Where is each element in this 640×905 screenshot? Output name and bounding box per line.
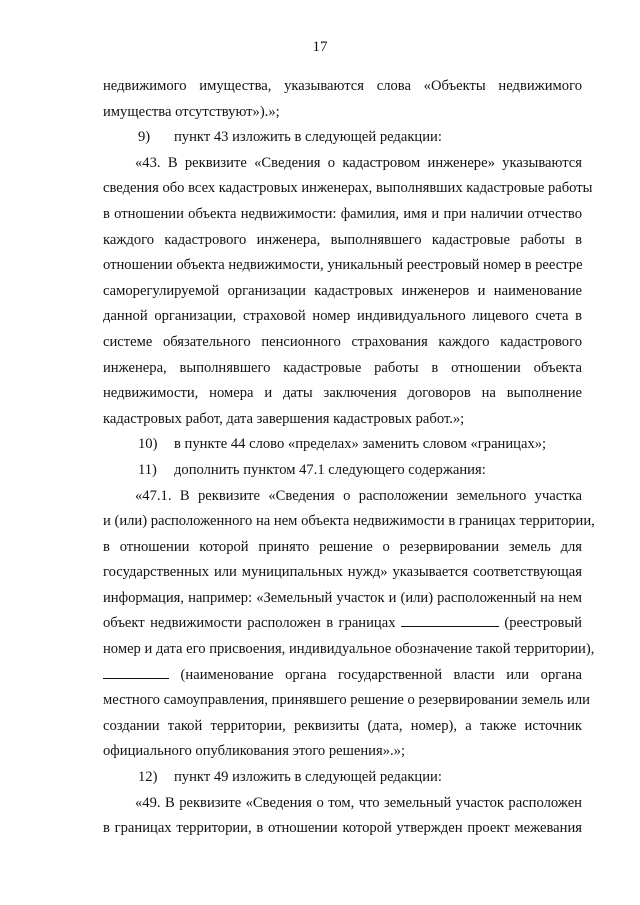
line-text: информация, например: «Земельный участок и (или) расположенный на нем: [103, 589, 582, 606]
line-text: недвижимости, номера и даты заключения договоров на выполнение: [103, 385, 582, 402]
line-text: создании такой территории, реквизиты (дата, номер), а также источник: [103, 717, 582, 734]
line-text: инженера, выполнявшего кадастровые работы в отношении объекта: [103, 359, 582, 376]
line-text: кадастровых работ, дата завершения кадастровых работ.»;: [103, 410, 465, 427]
item-number: 12): [138, 769, 158, 786]
text-line: [103, 688, 590, 714]
line-text: и (или) расположенного на нем объекта недвижимости в границах территории,: [103, 513, 595, 530]
text-line: [103, 560, 582, 586]
line-text: имущества отсутствуют»).»;: [103, 103, 280, 120]
list-item: [103, 125, 582, 151]
list-item: [103, 458, 582, 484]
item-text: пункт 43 изложить в следующей редакции:: [174, 129, 442, 146]
line-text: каждого кадастрового инженера, выполнявшего кадастровые работы в: [103, 231, 582, 248]
text-before-blank: объект недвижимости расположен в границах: [103, 615, 396, 632]
line-text: в отношении которой принято решение о резервировании земель для: [103, 538, 582, 555]
text-line: [103, 714, 582, 740]
item-number: 11): [138, 461, 157, 478]
line-text: сведения обо всех кадастровых инженерах, выполнявших кадастровые работы: [103, 180, 593, 197]
line-text: в отношении объекта недвижимости: фамилия, имя и при наличии отчество: [103, 205, 582, 222]
item-text: в пункте 44 слово «пределах» заменить словом «границах»;: [174, 436, 547, 453]
item-number: 10): [138, 436, 158, 453]
line-text: «43. В реквизите «Сведения о кадастровом инженере» указываются: [135, 154, 582, 171]
text-line: [103, 663, 582, 689]
text-after-blank: (реестровый: [504, 615, 582, 632]
line-text: недвижимого имущества, указываются слова «Объекты недвижимого: [103, 78, 582, 94]
fill-in-blank: [401, 614, 499, 627]
item-number: 9): [138, 129, 151, 146]
text-line: [103, 637, 595, 663]
text-line: [103, 228, 582, 254]
line-text: отношении объекта недвижимости, уникальный реестровый номер в реестре: [103, 257, 583, 274]
line-text: номер и дата его присвоения, индивидуальное обозначение такой территории),: [103, 641, 595, 658]
text-line: [103, 816, 582, 842]
document-body: [103, 74, 595, 842]
text-line: [103, 791, 582, 817]
text-line: [103, 330, 582, 356]
line-text: системе обязательного пенсионного страхования каждого кадастрового: [103, 333, 582, 350]
line-text: местного самоуправления, принявшего решение о резервировании земель или: [103, 692, 590, 709]
list-item: [103, 432, 582, 458]
text-line: [103, 535, 582, 561]
text-line: [103, 356, 582, 382]
line-text: в границах территории, в отношении которой утвержден проект межевания: [103, 820, 582, 837]
text-line: [103, 407, 582, 433]
text-line: [103, 509, 595, 535]
text-line: [103, 202, 582, 228]
line-text: саморегулируемой организации кадастровых инженеров и наименование: [103, 282, 582, 299]
text-line: [103, 100, 582, 126]
line-text: «47.1. В реквизите «Сведения о расположении земельного участка: [135, 487, 582, 504]
line-text: государственных или муниципальных нужд» указывается соответствующая: [103, 564, 582, 581]
fill-in-blank: [103, 666, 169, 679]
item-text: дополнить пунктом 47.1 следующего содержания:: [174, 461, 486, 478]
text-line: [103, 611, 582, 637]
page-number: 17: [312, 39, 328, 55]
text-line: [103, 74, 582, 100]
text-line: [103, 304, 582, 330]
text-after-blank: (наименование органа государственной власти или органа: [180, 666, 583, 683]
item-text: пункт 49 изложить в следующей редакции:: [174, 769, 442, 786]
line-text: «49. В реквизите «Сведения о том, что земельный участок расположен: [135, 794, 582, 811]
list-item: [103, 765, 582, 791]
text-line: [103, 279, 582, 305]
line-text: официального опубликования этого решения».»;: [103, 743, 405, 760]
text-line: [103, 176, 593, 202]
text-line: [103, 381, 582, 407]
text-line: [103, 151, 582, 177]
line-text: данной организации, страховой номер индивидуального лицевого счета в: [103, 308, 582, 325]
text-line: [103, 586, 582, 612]
text-line: [103, 739, 582, 765]
text-line: [103, 484, 582, 510]
text-line: [103, 253, 582, 279]
